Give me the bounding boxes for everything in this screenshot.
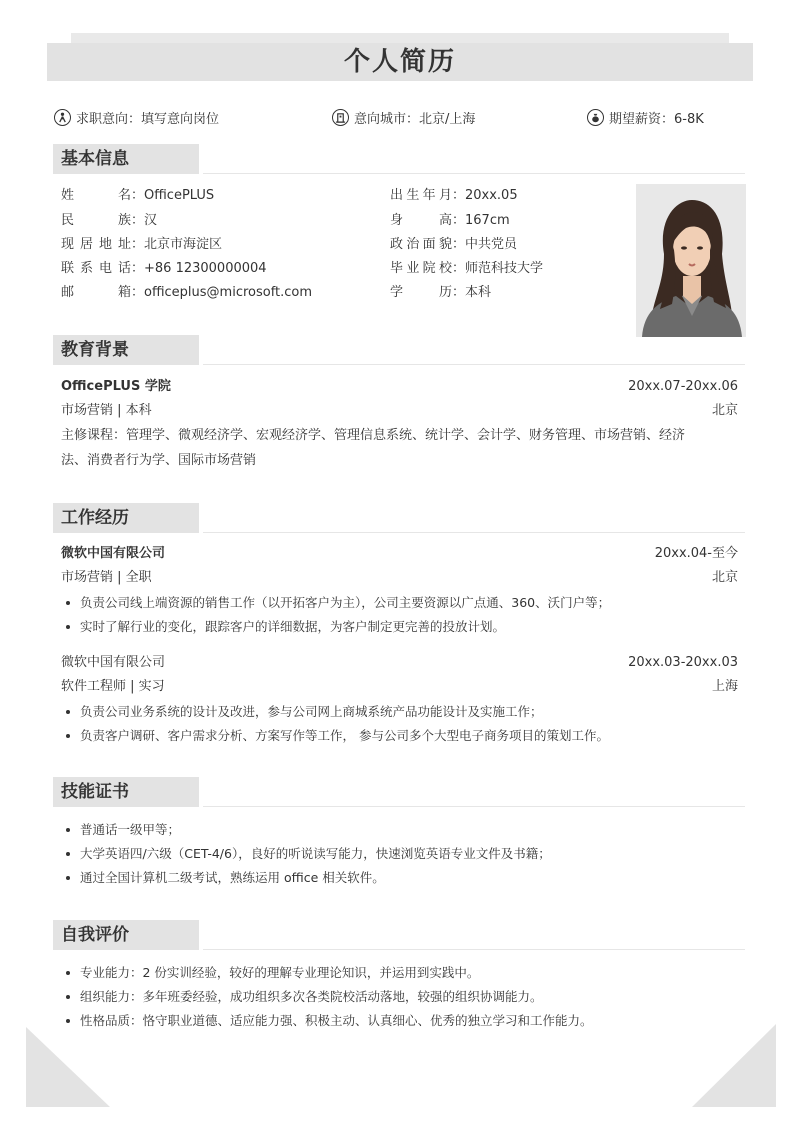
section-self-evaluation [53,920,745,950]
list-item: 大学英语四/六级（CET-4/6），良好的听说读写能力，快速浏览英语专业文件及书籍； [60,842,551,866]
info-address: 现居地址：北京市海淀区 [61,237,223,252]
edu-city: 北京 [711,403,738,418]
city-intent-text: 意向城市：北京/上海 [354,111,476,127]
list-item: 普通话一级甲等； [60,818,551,842]
title-banner [47,33,753,81]
job-company: 微软中国有限公司 [61,546,166,561]
job-role: 市场营销 | 全职 [61,570,152,585]
edu-period: 20xx.07-20xx.06 [628,379,738,394]
page-title: 个人简历 [343,47,456,77]
job-period: 20xx.03-20xx.03 [628,655,738,670]
list-item: 负责客户调研、客户需求分析、方案写作等工作， 参与公司多个大型电子商务项目的策划工作。 [60,724,609,748]
job-intent [54,107,219,127]
list-item: 组织能力：多年班委经验，成功组织多次各类院校活动落地，较强的组织协调能力。 [60,985,593,1009]
section-heading: 工作经历 [53,503,199,533]
info-birth: 出生年月：20xx.05 [390,188,518,203]
section-skills [53,777,745,807]
job-company: 微软中国有限公司 [61,655,166,670]
edu-courses-line1: 主修课程：管理学、微观经济学、宏观经济学、管理信息系统、统计学、会计学、财务管理、市场营销、经济 [61,428,686,443]
section-basic-info [53,144,745,174]
corner-decoration-left [26,1027,110,1107]
section-education [53,335,745,365]
salary-intent-text: 期望薪资：6-8K [609,111,704,127]
info-political: 政治面貌：中共党员 [390,237,518,252]
info-phone: 联系电话：+86 12300000004 [61,261,267,276]
section-heading: 基本信息 [53,144,199,174]
section-heading: 自我评价 [53,920,199,950]
info-name: 姓名：OfficePLUS [61,188,215,203]
list-item: 实时了解行业的变化，跟踪客户的详细数据，为客户制定更完善的投放计划。 [60,615,610,639]
job-bullets [60,700,609,748]
list-item: 专业能力：2 份实训经验，较好的理解专业理论知识，并运用到实践中。 [60,961,593,985]
corner-decoration-right [692,1024,776,1107]
list-item: 通过全国计算机二级考试，熟练运用 office 相关软件。 [60,866,551,890]
profile-photo [636,184,746,337]
info-email: 邮箱：officeplus@microsoft.com [61,285,313,300]
section-work [53,503,745,533]
city-intent [332,107,475,127]
edu-courses-line2: 法、消费者行为学、国际市场营销 [61,453,257,468]
job-role: 软件工程师 | 实习 [61,679,165,694]
section-heading: 技能证书 [53,777,199,807]
skills-bullets [60,818,551,890]
edu-school: OfficePLUS 学院 [61,379,171,394]
info-school: 毕业院校：师范科技大学 [390,261,544,276]
building-icon [332,109,349,126]
job-intent-text: 求职意向：填写意向岗位 [76,111,220,127]
info-height: 身高：167cm [390,213,510,228]
info-degree: 学历：本科 [390,285,492,300]
job-period: 20xx.04-至今 [654,546,738,561]
salary-intent [587,107,704,127]
self-bullets [60,961,593,1033]
person-icon [54,109,71,126]
info-ethnicity: 民族：汉 [61,213,158,228]
edu-major: 市场营销 | 本科 [61,403,152,418]
list-item: 负责公司线上端资源的销售工作（以开拓客户为主），公司主要资源以广点通、360、沃门户等； [60,591,610,615]
section-heading: 教育背景 [53,335,199,365]
list-item: 性格品质：恪守职业道德、适应能力强、积极主动、认真细心、优秀的独立学习和工作能力。 [60,1009,593,1033]
job-city: 北京 [711,570,738,585]
list-item: 负责公司业务系统的设计及改进，参与公司网上商城系统产品功能设计及实施工作； [60,700,609,724]
job-city: 上海 [711,679,738,694]
money-bag-icon [587,109,604,126]
job-bullets [60,591,610,639]
